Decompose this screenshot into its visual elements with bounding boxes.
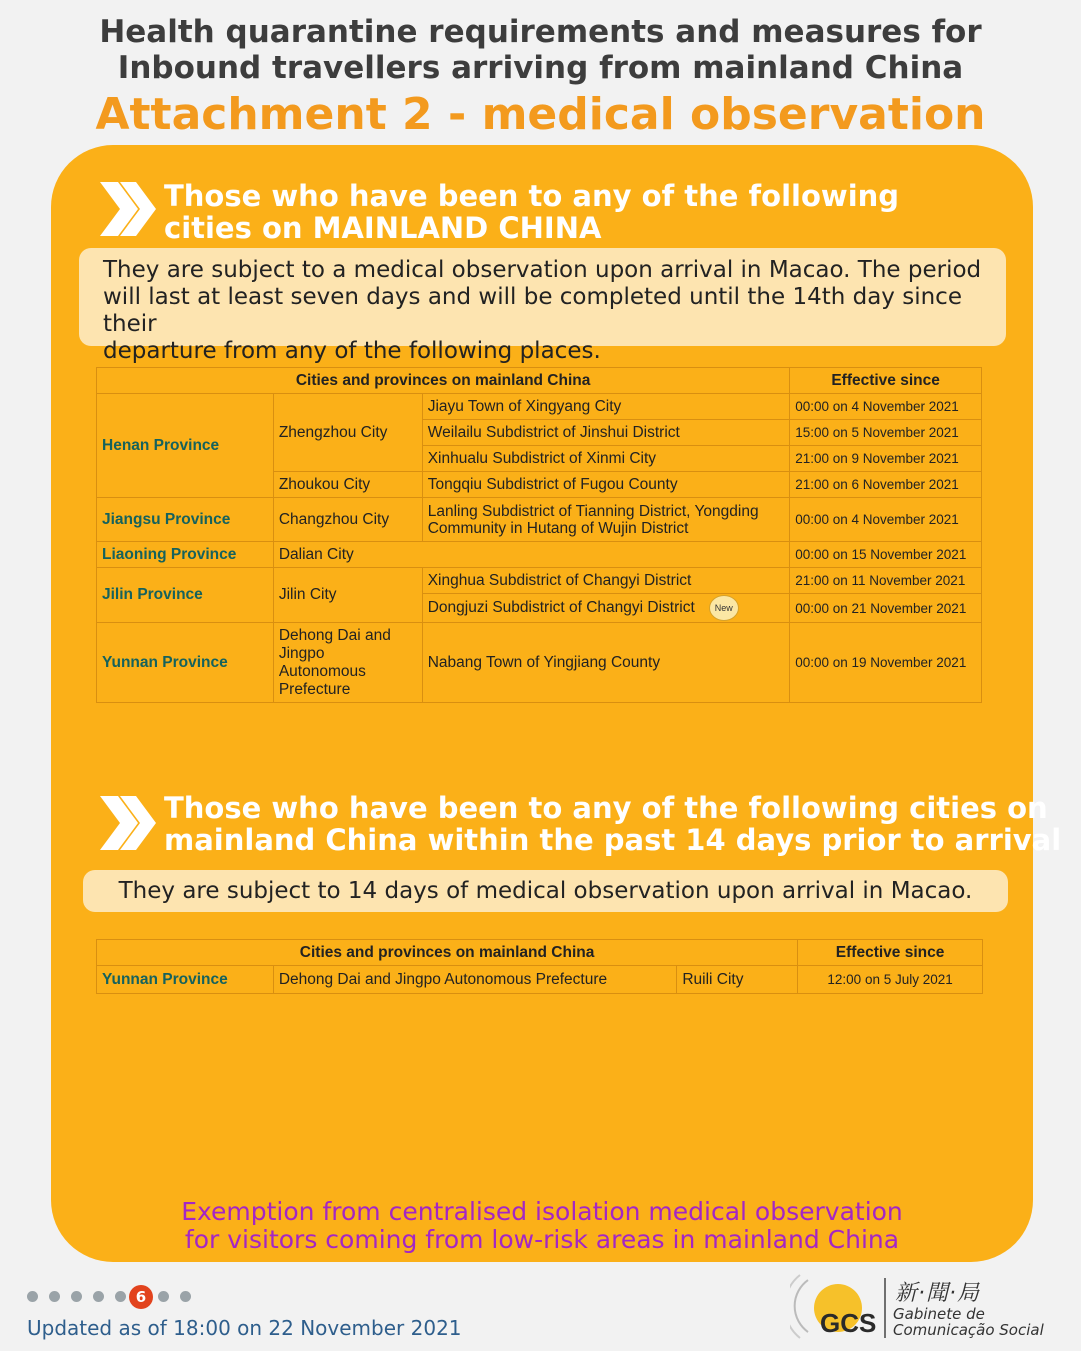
effective-cell: 15:00 on 5 November 2021 xyxy=(790,420,982,446)
effective-cell: 21:00 on 11 November 2021 xyxy=(790,568,982,594)
table-row xyxy=(97,623,982,703)
logo-mark-text: GCS xyxy=(820,1308,877,1338)
city-cell: Ruili City xyxy=(677,966,798,994)
city-cell: Changzhou City xyxy=(273,498,422,542)
district-cell: Nabang Town of Yingjiang County xyxy=(422,623,789,703)
page-dot[interactable] xyxy=(49,1291,60,1302)
district-cell xyxy=(422,498,789,542)
logo-chinese-text: 新·聞·局 xyxy=(895,1281,980,1306)
exemption-link[interactable]: Exemption from centralised isolation medical observation for visitors coming from low-risk areas in mainland China xyxy=(181,1197,903,1254)
table-header-area: Cities and provinces on mainland China xyxy=(97,940,798,966)
city-line: Autonomous xyxy=(278,662,366,680)
page-title-line1: Health quarantine requirements and measures for xyxy=(99,14,982,50)
effective-cell: 00:00 on 15 November 2021 xyxy=(790,542,982,568)
table-header-effective: Effective since xyxy=(798,940,983,966)
table-row xyxy=(97,498,982,542)
district-cell: Xinhualu Subdistrict of Xinmi City xyxy=(422,446,789,472)
section2-heading: Those who have been to any of the following cities on mainland China within the past 14 days prior to arrival xyxy=(164,791,1062,857)
page-dot[interactable] xyxy=(27,1291,38,1302)
table-row xyxy=(97,568,982,594)
district-cell: Xinghua Subdistrict of Changyi District xyxy=(422,568,789,594)
effective-cell: 00:00 on 4 November 2021 xyxy=(790,498,982,542)
chevron-double-right-icon xyxy=(98,180,156,238)
province-cell: Jilin Province xyxy=(97,568,274,623)
page-dot[interactable] xyxy=(180,1291,191,1302)
city-cell: Zhoukou City xyxy=(273,472,422,498)
effective-cell: 00:00 on 21 November 2021 xyxy=(790,594,982,623)
section2-table xyxy=(96,939,983,994)
city-line: Dehong Dai and xyxy=(278,626,391,644)
city-cell: Zhengzhou City xyxy=(273,394,422,472)
province-cell: Yunnan Province xyxy=(97,966,274,994)
province-cell: Yunnan Province xyxy=(97,623,274,703)
effective-cell: 21:00 on 6 November 2021 xyxy=(790,472,982,498)
table-row xyxy=(97,966,983,994)
page-dot[interactable] xyxy=(115,1291,126,1302)
city-line: Jingpo xyxy=(278,644,325,662)
city-cell: Jilin City xyxy=(273,568,422,623)
section1-table xyxy=(96,367,982,703)
province-cell: Jiangsu Province xyxy=(97,498,274,542)
page-dot[interactable] xyxy=(158,1291,169,1302)
table-row xyxy=(97,394,982,420)
page-subtitle: Attachment 2 - medical observation xyxy=(95,89,986,140)
district-text: Dongjuzi Subdistrict of Changyi District xyxy=(427,599,695,617)
section1-note: They are subject to a medical observation upon arrival in Macao. The period will last at least seven days and will be completed until the 14th day since their departure from any of the following places. xyxy=(79,248,1006,346)
page-dot-current[interactable]: 6 xyxy=(129,1285,153,1309)
district-cell xyxy=(422,594,789,623)
district-cell: Tongqiu Subdistrict of Fugou County xyxy=(422,472,789,498)
new-badge: New xyxy=(709,595,739,621)
table-header-area: Cities and provinces on mainland China xyxy=(97,368,790,394)
logo-portuguese-text: Gabinete de Comunicação Social xyxy=(893,1305,1044,1339)
province-cell: Henan Province xyxy=(97,394,274,498)
chevron-double-right-icon xyxy=(98,794,156,852)
city-cell: Dalian City xyxy=(273,542,789,568)
city-line: Prefecture xyxy=(278,680,351,698)
district-line: Lanling Subdistrict of Tianning District, Yongding xyxy=(427,502,759,520)
page-dot[interactable] xyxy=(93,1291,104,1302)
section1-heading: Those who have been to any of the following cities on MAINLAND CHINA xyxy=(164,179,900,245)
effective-cell: 21:00 on 9 November 2021 xyxy=(790,446,982,472)
effective-cell: 12:00 on 5 July 2021 xyxy=(798,966,983,994)
district-line: Community in Hutang of Wujin District xyxy=(427,519,689,537)
prefecture-cell: Dehong Dai and Jingpo Autonomous Prefecture xyxy=(273,966,676,994)
table-header-effective: Effective since xyxy=(790,368,982,394)
section2-note: They are subject to 14 days of medical observation upon arrival in Macao. xyxy=(83,870,1008,912)
effective-cell: 00:00 on 4 November 2021 xyxy=(790,394,982,420)
district-cell: Jiayu Town of Xingyang City xyxy=(422,394,789,420)
page-title-line2: Inbound travellers arriving from mainland China xyxy=(117,50,964,86)
district-cell: Weilailu Subdistrict of Jinshui District xyxy=(422,420,789,446)
province-cell: Liaoning Province xyxy=(97,542,274,568)
table-row xyxy=(97,542,982,568)
effective-cell: 00:00 on 19 November 2021 xyxy=(790,623,982,703)
page-dot[interactable] xyxy=(71,1291,82,1302)
updated-timestamp: Updated as of 18:00 on 22 November 2021 xyxy=(27,1316,462,1340)
city-cell xyxy=(273,623,422,703)
